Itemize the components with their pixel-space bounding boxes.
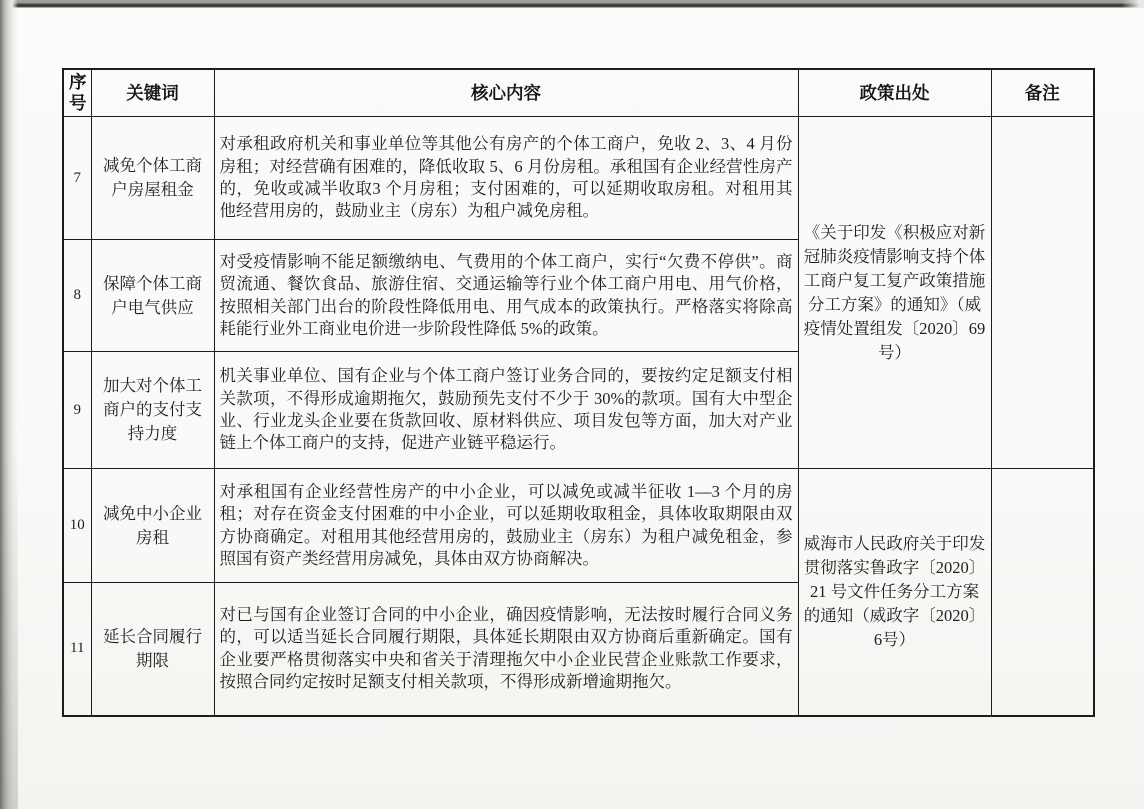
table-row-7 <box>63 117 1094 240</box>
row-8-core-content: 对受疫情影响不能足额缴纳电、气费用的个体工商户，实行“欠费不停供”。商贸流通、餐饮食品、旅游住宿、交通运输等行业个体工商户用电、用气价格，按照相关部门出台的阶段性降低用电、用气成本的政策执行。严格落实将除高耗能行业外工商业电价进一步阶段性降低 5%的政策。 <box>214 240 798 352</box>
col-header-remarks: 备注 <box>991 69 1094 117</box>
col-header-keyword: 关键词 <box>91 69 214 117</box>
table-row-10 <box>63 469 1094 583</box>
row-7-core-content: 对承租政府机关和事业单位等其他公有房产的个体工商户，免收 2、3、4 月份房租；对经营确有困难的，降低收取 5、6 月份房租。承租国有企业经营性房产的，免收或减半收取3 个月房租；支付困难的，可以延期收取房租。对租用其他经营用房的，鼓励业主（房东）为租户减免房租。 <box>214 117 798 240</box>
row-9-serial-number: 9 <box>63 352 91 469</box>
row-9-core-content: 机关事业单位、国有企业与个体工商户签订业务合同的，要按约定足额支付相关款项，不得形成逾期拖欠，鼓励预先支付不少于 30%的款项。国有大中型企业、行业龙头企业要在货款回收、原材料供应、项目发包等方面，加大对产业链上个体工商户的支持，促进产业链平稳运行。 <box>214 352 798 469</box>
remark-rows-10-11 <box>991 469 1094 716</box>
policy-measures-table <box>62 68 1095 717</box>
row-11-keyword: 延长合同履行期限 <box>91 583 214 716</box>
row-7-serial-number: 7 <box>63 117 91 240</box>
scan-top-edge-artifact <box>0 0 1144 8</box>
row-10-core-content: 对承租国有企业经营性房产的中小企业，可以减免或减半征收 1—3 个月的房租；对存在资金支付困难的中小企业，可以延期收取租金，具体收取期限由双方协商确定。对租用其他经营用房的，鼓励业主（房东）为租户减免租金，参照国有资产类经营用房减免，具体由双方协商解决。 <box>214 469 798 583</box>
row-10-serial-number: 10 <box>63 469 91 583</box>
row-7-keyword: 减免个体工商户房屋租金 <box>91 117 214 240</box>
row-10-keyword: 减免中小企业房租 <box>91 469 214 583</box>
col-header-serial-number: 序号 <box>63 69 91 117</box>
remark-rows-7-9 <box>991 117 1094 469</box>
row-8-serial-number: 8 <box>63 240 91 352</box>
row-9-keyword: 加大对个体工商户的支付支持力度 <box>91 352 214 469</box>
scan-left-edge-artifact <box>0 0 18 809</box>
policy-source-rows-10-11: 威海市人民政府关于印发贯彻落实鲁政字〔2020〕21 号文件任务分工方案的通知（威政字〔2020〕6号） <box>798 469 991 716</box>
policy-source-rows-7-9: 《关于印发《积极应对新冠肺炎疫情影响支持个体工商户复工复产政策措施分工方案》的通知》（威疫情处置组发〔2020〕69号） <box>798 117 991 469</box>
scan-top-edge-fade <box>1122 0 1144 8</box>
table-header-row <box>63 69 1094 117</box>
col-header-policy-source: 政策出处 <box>798 69 991 117</box>
row-11-serial-number: 11 <box>63 583 91 716</box>
row-11-core-content: 对已与国有企业签订合同的中小企业，确因疫情影响，无法按时履行合同义务的，可以适当延长合同履行期限，具体延长期限由双方协商后重新确定。国有企业要严格贯彻落实中央和省关于清理拖欠中小企业民营企业账款工作要求，按照合同约定按时足额支付相关款项，不得形成新增逾期拖欠。 <box>214 583 798 716</box>
row-8-keyword: 保障个体工商户电气供应 <box>91 240 214 352</box>
col-header-core-content: 核心内容 <box>214 69 798 117</box>
